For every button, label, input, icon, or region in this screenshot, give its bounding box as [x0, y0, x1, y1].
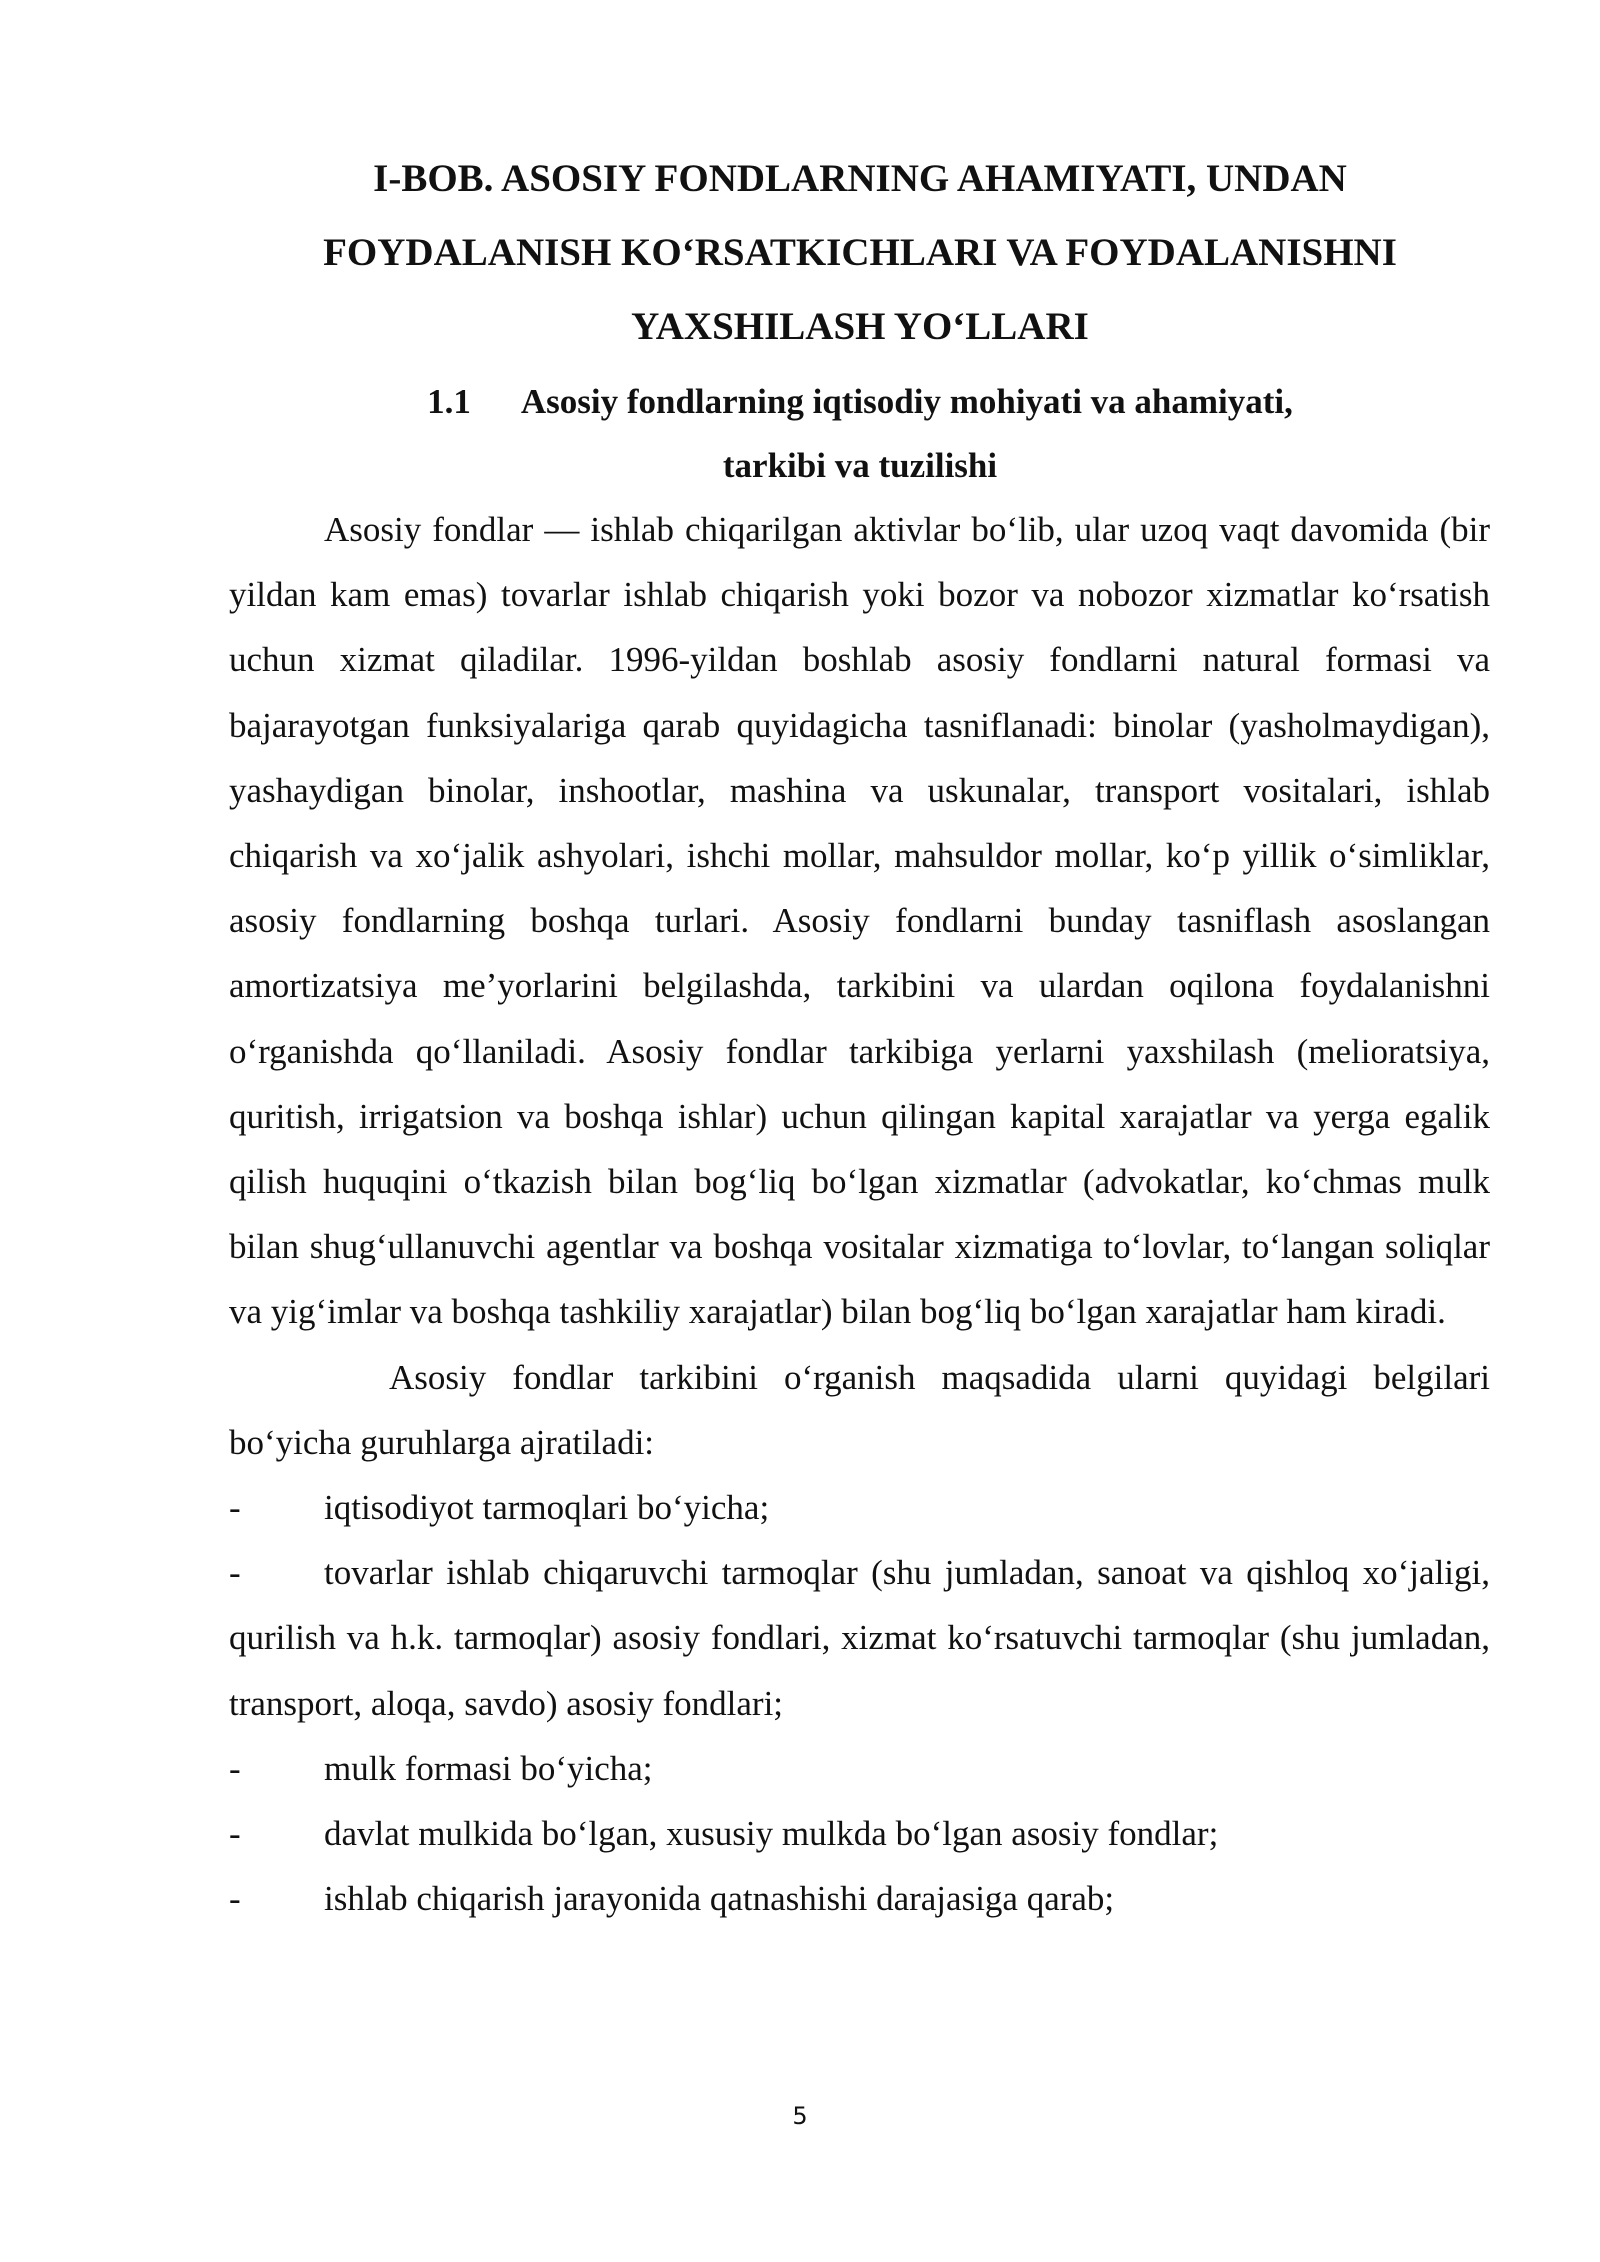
list-item-text: tovarlar ishlab chiqaruvchi tarmoqlar (shu jumladan, sanoat va qishloq xo‘jaligi, qurilish va h.k. tarmoqlar) asosiy fondlari, xizmat ko‘rsatuvchi tarmoqlar (shu jumladan, transport, aloqa, savdo) asosiy fondlari;	[229, 1553, 1490, 1723]
list-item	[229, 1866, 1490, 1931]
section-number: 1.1	[427, 382, 471, 421]
page-number: 5	[792, 2102, 808, 2130]
section-title-part-2: tarkibi va tuzilishi	[722, 446, 998, 485]
list-marker: -	[229, 1553, 241, 1593]
paragraph: Asosiy fondlar — ishlab chiqarilgan aktivlar bo‘lib, ular uzoq vaqt davomida (bir yildan kam emas) tovarlar ishlab chiqarish yoki bozor va nobozor xizmatlar ko‘rsatish uchun xizmat qiladilar. 1996-yildan boshlab asosiy fondlarni natural formasi va bajarayotgan funksiyalariga qarab quyidagicha tasniflanadi: binolar (yasholmaydigan), yashaydigan binolar, inshootlar, mashina va uskunalar, transport vositalari, ishlab chiqarish va xo‘jalik ashyolari, ishchi mollar, mahsuldor mollar, ko‘p yillik o‘simliklar, asosiy fondlarning boshqa turlari. Asosiy fondlarni bunday tasniflash asoslangan amortizatsiya me’yorlarini belgilashda, tarkibini va ulardan oqilona foydalanishni o‘rganishda qo‘llaniladi. Asosiy fondlar tarkibiga yerlarni yaxshilash (melioratsiya, quritish, irrigatsion va boshqa ishlar) uchun qilingan kapital xarajatlar va yerga egalik qilish huquqini o‘tkazish bilan bog‘liq bo‘lgan xizmatlar (advokatlar, ko‘chmas mulk bilan shug‘ullanuvchi agentlar va boshqa vositalar xizmatiga to‘lovlar, to‘langan soliqlar va yig‘imlar va boshqa tashkiliy xarajatlar) bilan bog‘liq bo‘lgan xarajatlar ham kiradi.	[229, 510, 1490, 1332]
chapter-heading-line-2: FOYDALANISH KO‘RSATKICHLARI VA FOYDALANISHNI	[323, 231, 1397, 274]
section-title-part-1: Asosiy fondlarning iqtisodiy mohiyati va ahamiyati,	[520, 382, 1293, 421]
list-item-text: mulk formasi bo‘yicha;	[324, 1748, 653, 1788]
list-item-text: iqtisodiyot tarmoqlari bo‘yicha;	[324, 1488, 770, 1528]
list-marker: -	[229, 1879, 241, 1919]
list-marker: -	[229, 1488, 241, 1528]
list-item	[229, 1801, 1490, 1866]
chapter-heading-line-1: I-BOB. ASOSIY FONDLARNING AHAMIYATI, UNDAN	[373, 157, 1347, 200]
body-text	[229, 497, 1490, 1931]
list-item	[229, 1475, 1490, 1540]
section-heading-line-1	[230, 370, 1490, 434]
chapter-heading-line-3: YAXSHILASH YO‘LLARI	[631, 305, 1089, 348]
chapter-heading	[230, 142, 1490, 364]
paragraph: Asosiy fondlar tarkibini o‘rganish maqsadida ularni quyidagi belgilari bo‘yicha guruhlarga ajratiladi:	[229, 1357, 1490, 1462]
list-marker: -	[229, 1814, 241, 1854]
list-item	[229, 1540, 1490, 1736]
list-item	[229, 1736, 1490, 1801]
list-item-text: ishlab chiqarish jarayonida qatnashishi darajasiga qarab;	[324, 1879, 1115, 1919]
list-item-text: davlat mulkida bo‘lgan, xususiy mulkda bo‘lgan asosiy fondlar;	[324, 1814, 1219, 1854]
section-heading	[230, 370, 1490, 498]
list-marker: -	[229, 1748, 241, 1788]
